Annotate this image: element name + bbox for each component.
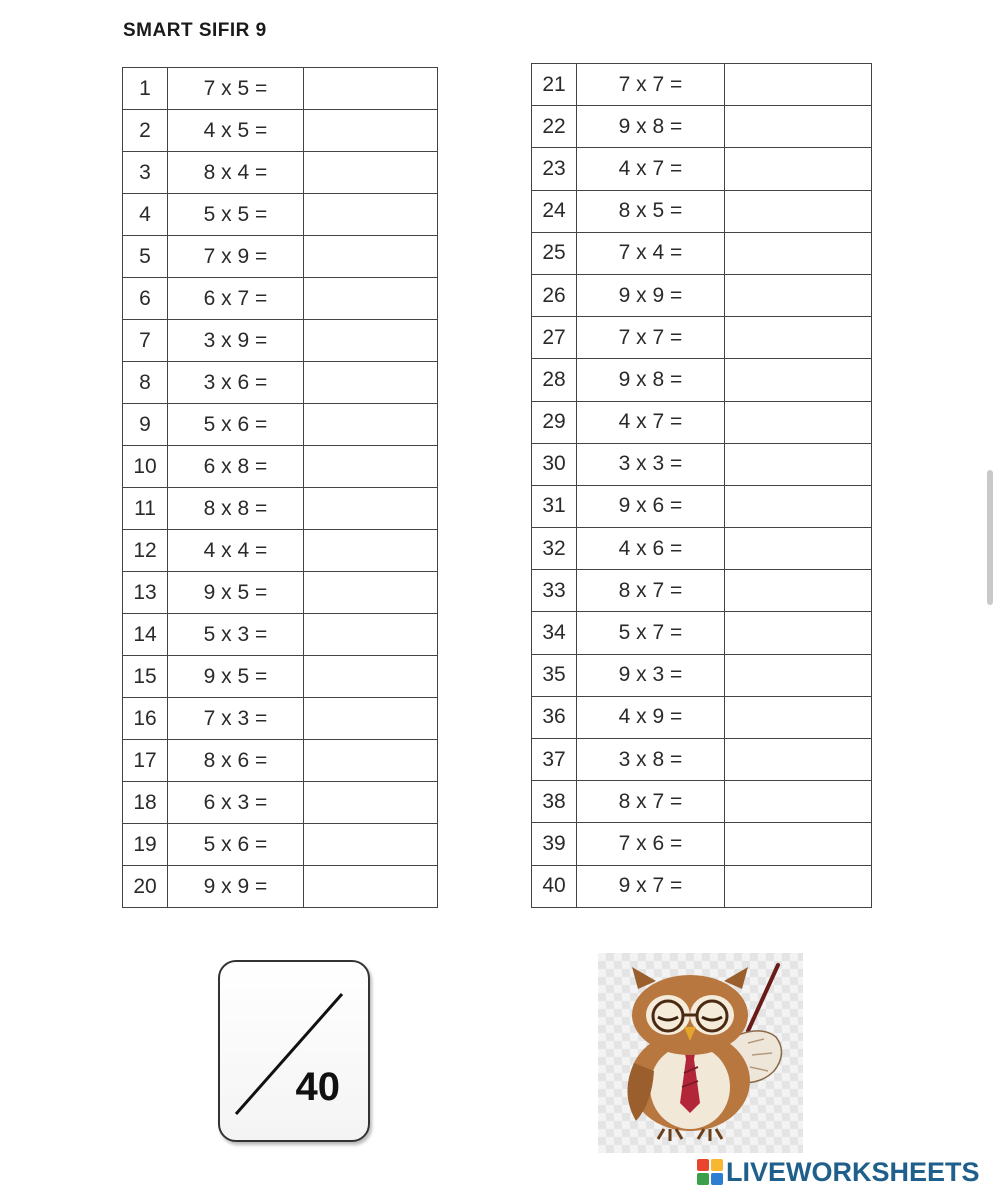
question-expression: 3 x 3 =	[577, 443, 725, 485]
question-number: 12	[123, 530, 168, 572]
answer-input[interactable]	[725, 114, 871, 139]
answer-cell	[725, 64, 872, 106]
exercise-table-right	[531, 63, 872, 908]
table-row	[532, 64, 872, 106]
answer-cell	[304, 572, 438, 614]
table-row	[123, 194, 438, 236]
answer-input[interactable]	[725, 156, 871, 181]
question-number: 32	[532, 528, 577, 570]
question-expression: 5 x 6 =	[168, 824, 304, 866]
answer-cell	[725, 570, 872, 612]
table-row	[532, 823, 872, 865]
table-row	[123, 404, 438, 446]
answer-cell	[304, 68, 438, 110]
answer-input[interactable]	[304, 832, 437, 857]
answer-cell	[304, 194, 438, 236]
answer-input[interactable]	[304, 706, 437, 731]
answer-cell	[304, 110, 438, 152]
score-box	[218, 960, 370, 1142]
question-number: 15	[123, 656, 168, 698]
question-expression: 7 x 4 =	[577, 232, 725, 274]
table-row	[123, 68, 438, 110]
question-expression: 3 x 8 =	[577, 739, 725, 781]
answer-cell	[725, 359, 872, 401]
table-row	[532, 190, 872, 232]
answer-input[interactable]	[725, 874, 871, 899]
question-expression: 6 x 7 =	[168, 278, 304, 320]
table-row	[532, 612, 872, 654]
table-row	[532, 232, 872, 274]
table-row	[123, 278, 438, 320]
answer-input[interactable]	[725, 747, 871, 772]
answer-cell	[725, 612, 872, 654]
answer-input[interactable]	[304, 328, 437, 353]
answer-input[interactable]	[304, 790, 437, 815]
answer-input[interactable]	[725, 578, 871, 603]
table-row	[532, 654, 872, 696]
question-number: 38	[532, 781, 577, 823]
answer-cell	[725, 317, 872, 359]
answer-input[interactable]	[725, 494, 871, 519]
table-row	[123, 698, 438, 740]
answer-input[interactable]	[304, 874, 437, 899]
answer-cell	[304, 236, 438, 278]
question-number: 23	[532, 148, 577, 190]
answer-input[interactable]	[304, 370, 437, 395]
owl-teacher-icon	[598, 953, 803, 1153]
score-slash-icon	[220, 962, 372, 1144]
answer-cell	[304, 866, 438, 908]
table-row	[532, 485, 872, 527]
question-number: 24	[532, 190, 577, 232]
question-number: 28	[532, 359, 577, 401]
answer-input[interactable]	[725, 789, 871, 814]
table-row	[123, 572, 438, 614]
table-row	[123, 488, 438, 530]
question-number: 40	[532, 865, 577, 907]
table-row	[532, 865, 872, 907]
table-row	[123, 152, 438, 194]
answer-cell	[725, 148, 872, 190]
question-number: 25	[532, 232, 577, 274]
table-row	[123, 614, 438, 656]
question-number: 9	[123, 404, 168, 446]
answer-input[interactable]	[304, 454, 437, 479]
answer-cell	[304, 698, 438, 740]
answer-cell	[725, 865, 872, 907]
answer-cell	[725, 485, 872, 527]
question-number: 33	[532, 570, 577, 612]
answer-cell	[725, 443, 872, 485]
answer-cell	[304, 362, 438, 404]
question-number: 2	[123, 110, 168, 152]
question-expression: 4 x 4 =	[168, 530, 304, 572]
question-expression: 7 x 7 =	[577, 64, 725, 106]
answer-input[interactable]	[304, 244, 437, 269]
table-row	[123, 446, 438, 488]
answer-cell	[304, 656, 438, 698]
question-number: 26	[532, 274, 577, 316]
answer-input[interactable]	[304, 412, 437, 437]
question-number: 35	[532, 654, 577, 696]
table-row	[532, 696, 872, 738]
answer-input[interactable]	[304, 202, 437, 227]
answer-cell	[304, 740, 438, 782]
question-number: 17	[123, 740, 168, 782]
table-row	[123, 782, 438, 824]
answer-input[interactable]	[725, 72, 871, 97]
question-expression: 6 x 8 =	[168, 446, 304, 488]
worksheet-title: SMART SIFIR 9	[123, 20, 267, 41]
question-number: 30	[532, 443, 577, 485]
table-row	[123, 866, 438, 908]
question-expression: 9 x 8 =	[577, 359, 725, 401]
question-expression: 9 x 5 =	[168, 656, 304, 698]
question-expression: 5 x 7 =	[577, 612, 725, 654]
answer-cell	[304, 446, 438, 488]
question-number: 20	[123, 866, 168, 908]
answer-input[interactable]	[725, 199, 871, 224]
logo-text: LIVEWORKSHEETS	[726, 1156, 980, 1187]
table-row	[532, 570, 872, 612]
scrollbar[interactable]	[987, 470, 993, 605]
question-number: 37	[532, 739, 577, 781]
answer-cell	[725, 739, 872, 781]
question-number: 14	[123, 614, 168, 656]
answer-input[interactable]	[725, 831, 871, 856]
question-number: 27	[532, 317, 577, 359]
table-row	[532, 274, 872, 316]
question-number: 4	[123, 194, 168, 236]
question-number: 29	[532, 401, 577, 443]
question-expression: 9 x 9 =	[577, 274, 725, 316]
answer-input[interactable]	[725, 367, 871, 392]
question-expression: 7 x 5 =	[168, 68, 304, 110]
table-row	[532, 148, 872, 190]
table-row	[532, 443, 872, 485]
answer-input[interactable]	[725, 621, 871, 646]
logo-badge-icon	[697, 1159, 723, 1185]
question-expression: 9 x 8 =	[577, 106, 725, 148]
answer-cell	[725, 696, 872, 738]
liveworksheets-logo[interactable]	[697, 1157, 980, 1187]
answer-input[interactable]	[304, 286, 437, 311]
question-number: 7	[123, 320, 168, 362]
question-expression: 7 x 7 =	[577, 317, 725, 359]
question-expression: 8 x 8 =	[168, 488, 304, 530]
answer-cell	[304, 488, 438, 530]
score-total: 40	[295, 1065, 340, 1109]
table-row	[123, 320, 438, 362]
question-expression: 7 x 9 =	[168, 236, 304, 278]
answer-cell	[725, 274, 872, 316]
table-row	[123, 740, 438, 782]
question-expression: 9 x 5 =	[168, 572, 304, 614]
question-expression: 7 x 6 =	[577, 823, 725, 865]
exercise-table-left	[122, 67, 438, 908]
answer-input[interactable]	[304, 160, 437, 185]
answer-cell	[304, 404, 438, 446]
table-row	[123, 236, 438, 278]
question-number: 39	[532, 823, 577, 865]
question-number: 22	[532, 106, 577, 148]
question-expression: 5 x 5 =	[168, 194, 304, 236]
answer-input[interactable]	[304, 76, 437, 101]
question-number: 5	[123, 236, 168, 278]
answer-input[interactable]	[304, 496, 437, 521]
question-expression: 5 x 3 =	[168, 614, 304, 656]
question-number: 16	[123, 698, 168, 740]
table-row	[123, 530, 438, 572]
question-number: 3	[123, 152, 168, 194]
question-number: 36	[532, 696, 577, 738]
answer-input[interactable]	[725, 452, 871, 477]
answer-cell	[725, 654, 872, 696]
answer-input[interactable]	[304, 748, 437, 773]
question-number: 10	[123, 446, 168, 488]
answer-cell	[725, 401, 872, 443]
answer-input[interactable]	[725, 705, 871, 730]
answer-cell	[725, 823, 872, 865]
question-number: 18	[123, 782, 168, 824]
table-row	[532, 106, 872, 148]
question-expression: 3 x 6 =	[168, 362, 304, 404]
question-number: 11	[123, 488, 168, 530]
answer-input[interactable]	[725, 663, 871, 688]
table-row	[123, 824, 438, 866]
question-expression: 3 x 9 =	[168, 320, 304, 362]
question-expression: 8 x 5 =	[577, 190, 725, 232]
answer-cell	[304, 614, 438, 656]
question-expression: 9 x 3 =	[577, 654, 725, 696]
question-number: 34	[532, 612, 577, 654]
table-row	[532, 359, 872, 401]
answer-cell	[304, 530, 438, 572]
question-expression: 9 x 6 =	[577, 485, 725, 527]
answer-cell	[304, 152, 438, 194]
answer-input[interactable]	[304, 622, 437, 647]
answer-input[interactable]	[304, 118, 437, 143]
answer-input[interactable]	[304, 538, 437, 563]
table-row	[123, 656, 438, 698]
question-expression: 5 x 6 =	[168, 404, 304, 446]
question-expression: 4 x 5 =	[168, 110, 304, 152]
table-row	[532, 401, 872, 443]
table-row	[532, 781, 872, 823]
table-row	[123, 362, 438, 404]
answer-input[interactable]	[725, 241, 871, 266]
answer-cell	[725, 106, 872, 148]
answer-cell	[304, 320, 438, 362]
question-expression: 4 x 9 =	[577, 696, 725, 738]
answer-cell	[725, 232, 872, 274]
answer-cell	[725, 528, 872, 570]
question-expression: 8 x 4 =	[168, 152, 304, 194]
question-number: 13	[123, 572, 168, 614]
answer-input[interactable]	[725, 325, 871, 350]
table-row	[532, 739, 872, 781]
table-row	[123, 110, 438, 152]
question-number: 21	[532, 64, 577, 106]
answer-input[interactable]	[725, 410, 871, 435]
table-row	[532, 528, 872, 570]
question-expression: 8 x 6 =	[168, 740, 304, 782]
question-expression: 7 x 3 =	[168, 698, 304, 740]
question-expression: 8 x 7 =	[577, 570, 725, 612]
question-expression: 4 x 7 =	[577, 401, 725, 443]
answer-input[interactable]	[725, 283, 871, 308]
question-expression: 6 x 3 =	[168, 782, 304, 824]
answer-cell	[725, 190, 872, 232]
question-number: 1	[123, 68, 168, 110]
question-expression: 9 x 9 =	[168, 866, 304, 908]
answer-cell	[725, 781, 872, 823]
question-number: 6	[123, 278, 168, 320]
question-number: 19	[123, 824, 168, 866]
question-expression: 8 x 7 =	[577, 781, 725, 823]
answer-input[interactable]	[304, 664, 437, 689]
answer-cell	[304, 782, 438, 824]
table-row	[532, 317, 872, 359]
answer-cell	[304, 278, 438, 320]
question-expression: 9 x 7 =	[577, 865, 725, 907]
answer-input[interactable]	[304, 580, 437, 605]
question-expression: 4 x 7 =	[577, 148, 725, 190]
question-number: 8	[123, 362, 168, 404]
answer-cell	[304, 824, 438, 866]
question-number: 31	[532, 485, 577, 527]
question-expression: 4 x 6 =	[577, 528, 725, 570]
answer-input[interactable]	[725, 536, 871, 561]
